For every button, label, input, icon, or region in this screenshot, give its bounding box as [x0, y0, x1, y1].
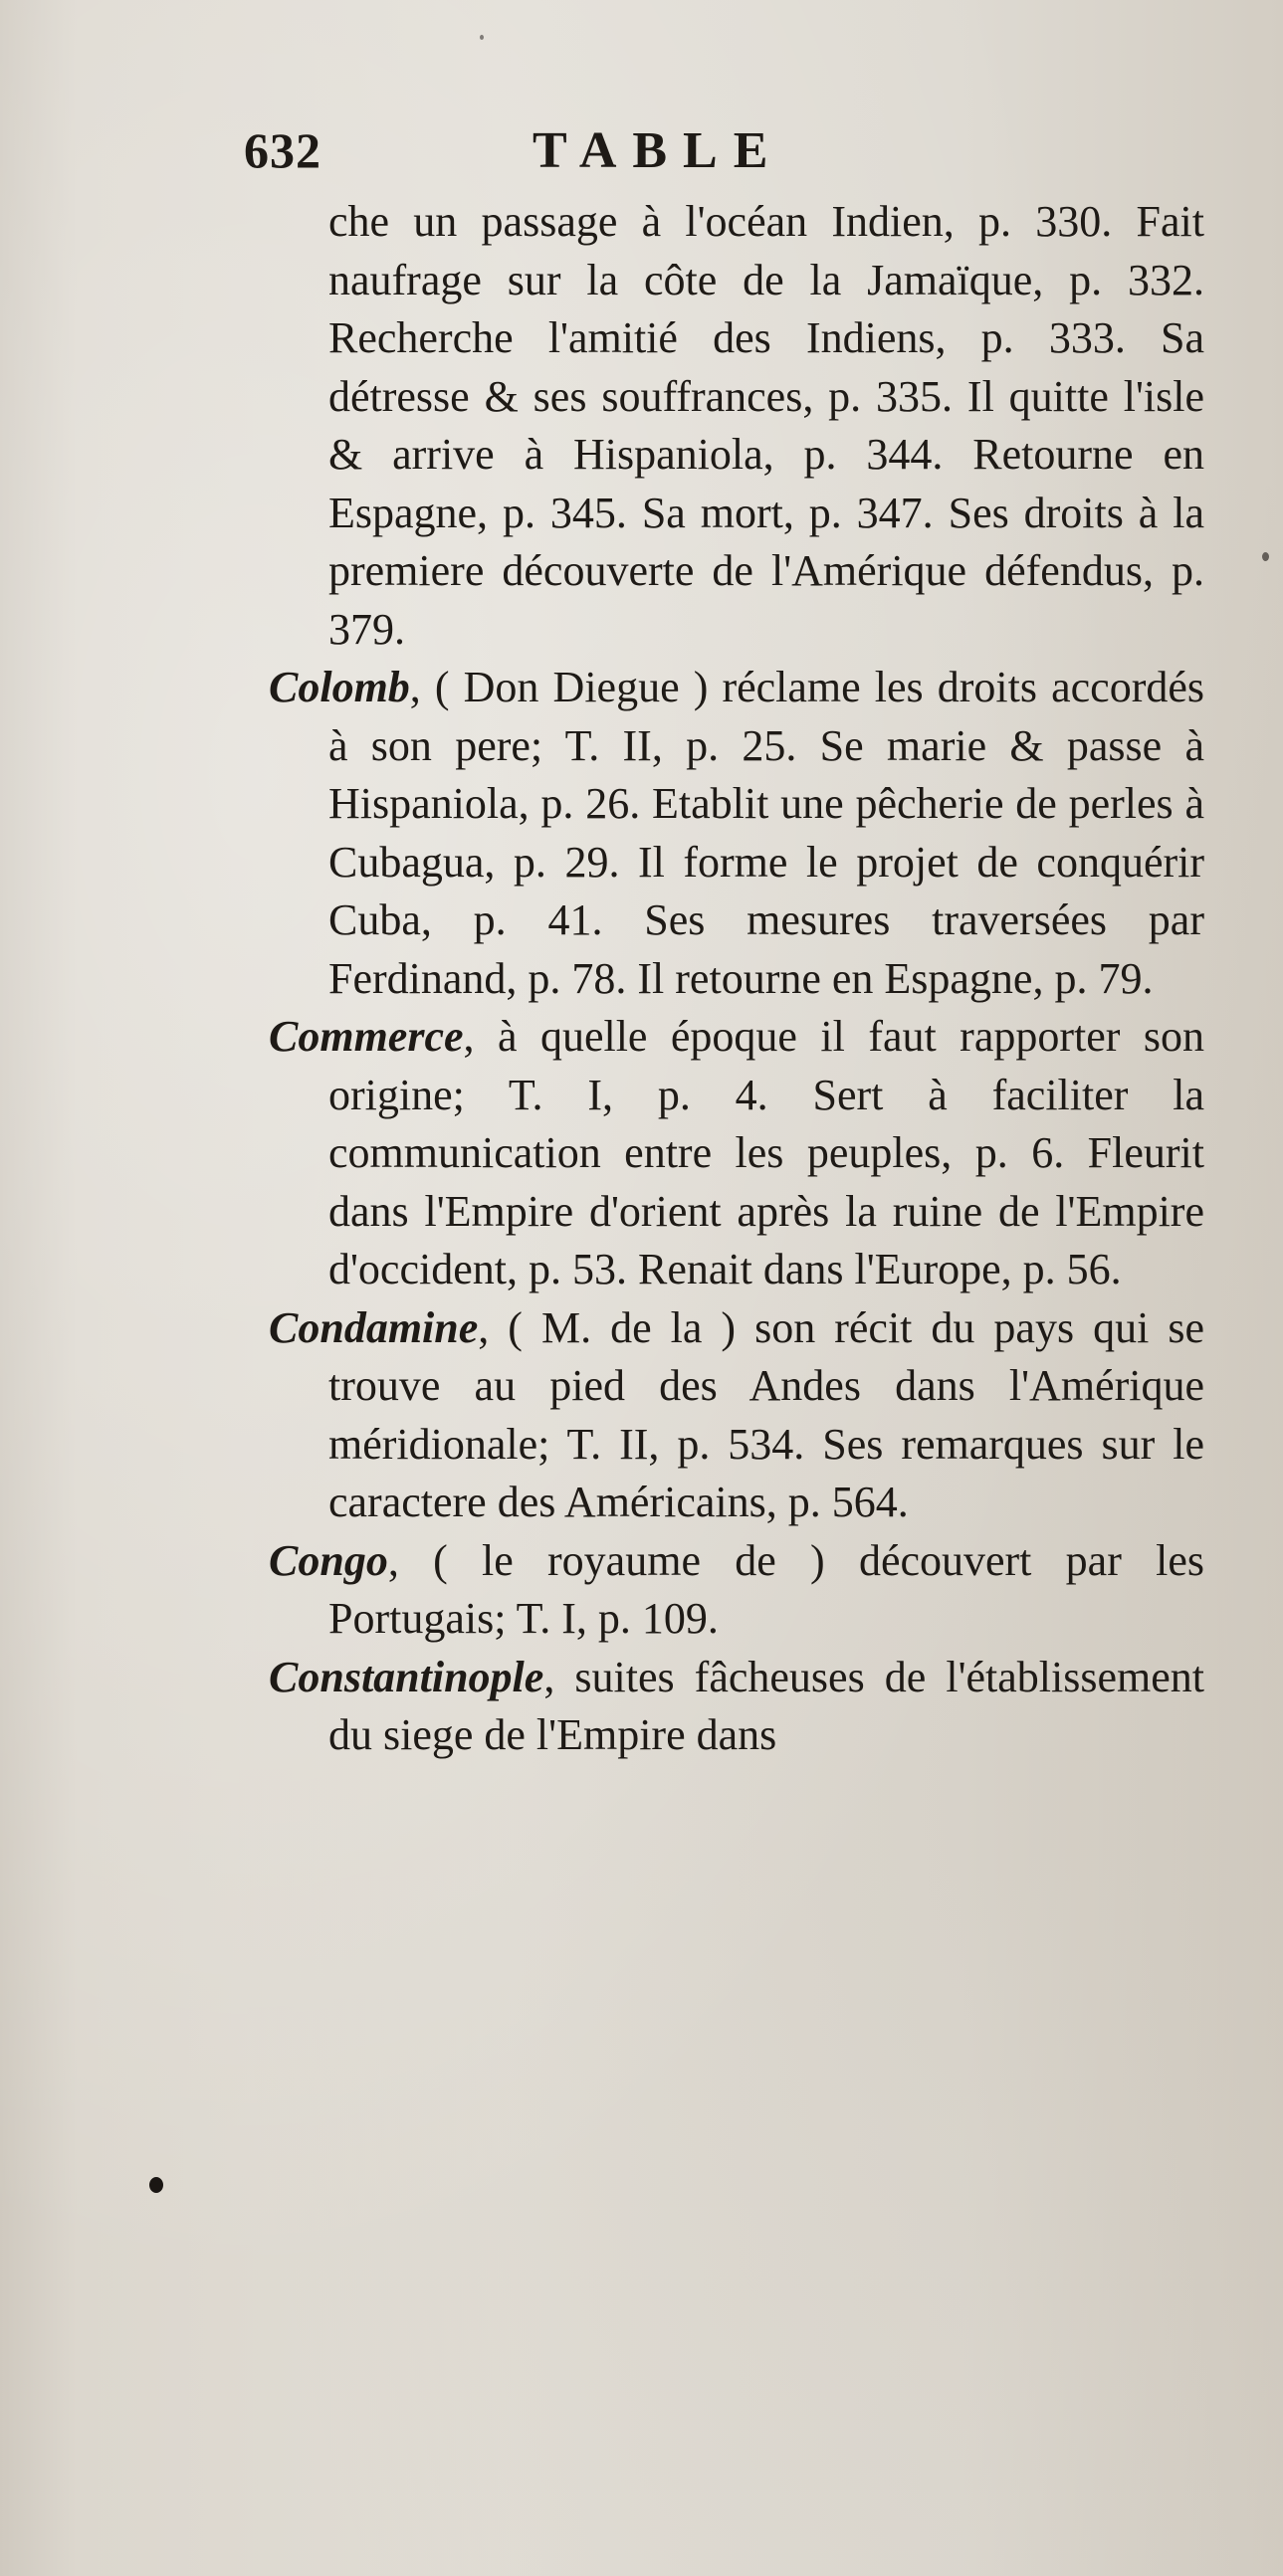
entry-text: , suites fâcheuses de l'établissement du siege de l'Empire dans [328, 1652, 1204, 1759]
ink-speck [1262, 552, 1269, 561]
page-header [244, 121, 1000, 191]
index-entry [269, 1532, 1204, 1649]
index-entry [269, 1649, 1204, 1765]
running-head: TABLE [533, 122, 784, 179]
entry-text: , à quelle époque il faut rapporter son origine; T. I, p. 4. Sert à faciliter la communication entre les peuples, p. 6. Fleurit dans l'Empire d'orient après la ruine de l'Empire d'occident, p. 53. Renait dans l'Europe, p. 56. [328, 1012, 1204, 1293]
entry-headword: Constantinople [269, 1652, 544, 1701]
ink-speck [149, 2177, 163, 2193]
entry-headword: Condamine [269, 1302, 479, 1352]
entry-headword: Congo [269, 1535, 388, 1585]
entry-headword: Commerce [269, 1012, 464, 1061]
entry-text: , ( M. de la ) son récit du pays qui se trouve au pied des Andes dans l'Amérique méridionale; T. II, p. 534. Ses remarques sur le caractere des Américains, p. 564. [328, 1302, 1204, 1526]
ink-speck [480, 35, 484, 40]
entry-text: , ( le royaume de ) découvert par les Portugais; T. I, p. 109. [328, 1535, 1204, 1643]
entry-text: , ( Don Diegue ) réclame les droits accordés à son pere; T. II, p. 25. Se marie & passe à Hispaniola, p. 26. Etablit une pêcherie de perles à Cubagua, p. 29. Il forme le projet de conquérir Cuba, p. 41. Ses mesures traversées par Ferdinand, p. 78. Il retourne en Espagne, p. 79. [328, 663, 1204, 1003]
entry-text: che un passage à l'océan Indien, p. 330. Fait naufrage sur la côte de la Jamaïque, p. 332. Recherche l'amitié des Indiens, p. 333. Sa détresse & ses souffrances, p. 335. Il quitte l'isle & arrive à Hispaniola, p. 344. Retourne en Espagne, p. 345. Sa mort, p. 347. Ses droits à la premiere découverte de l'Amérique défendus, p. 379. [328, 197, 1204, 654]
index-entry [269, 1299, 1204, 1532]
index-entries [269, 193, 1204, 1765]
index-entry [269, 659, 1204, 1008]
entry-headword: Colomb [269, 663, 410, 711]
page-number: 632 [244, 122, 321, 178]
index-entry-continuation [269, 193, 1204, 659]
index-entry [269, 1008, 1204, 1299]
